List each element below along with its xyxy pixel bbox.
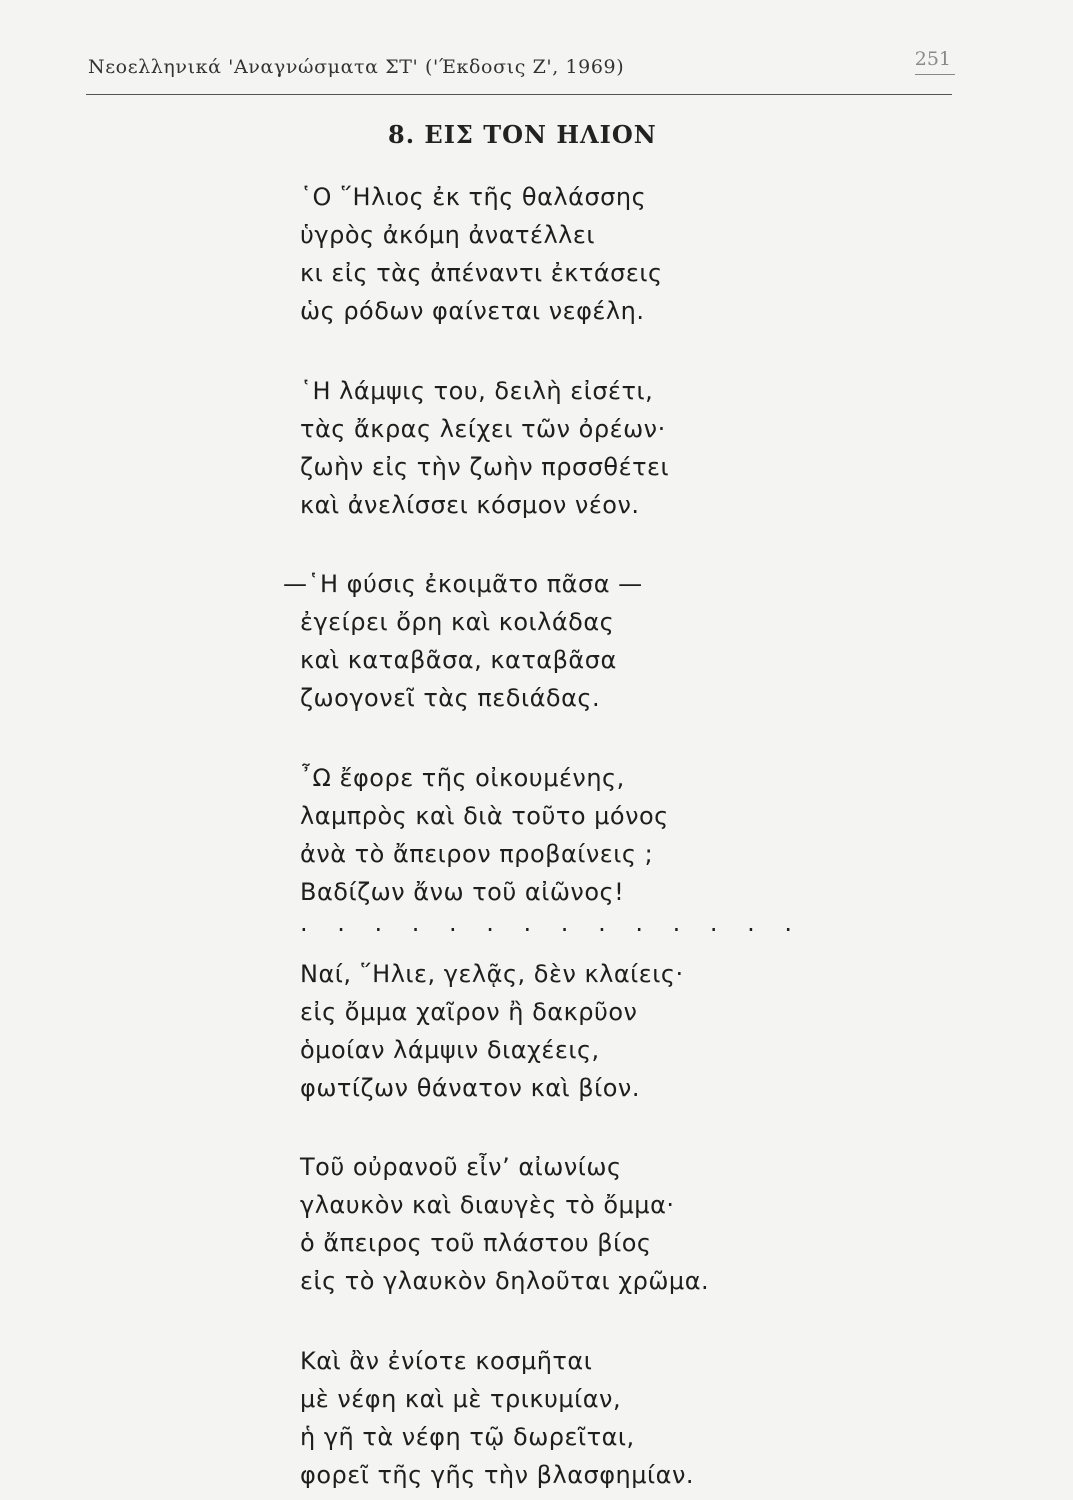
- poem-title: 8. ΕΙΣ ΤΟΝ ΗΛΙΟΝ: [388, 120, 657, 149]
- stanza-3: [283, 565, 860, 717]
- verse-line: εἰς τὸ γλαυκὸν δηλοῦται χρῶμα.: [300, 1267, 710, 1295]
- verse-line: λαμπρὸς καὶ διὰ τοῦτο μόνος: [300, 801, 669, 830]
- verse-line: ὡς ρόδων φαίνεται νεφέλη.: [300, 297, 645, 325]
- verse-line: ὁμοίαν λάμψιν διαχέεις,: [300, 1035, 600, 1064]
- stanza-5: [300, 955, 860, 1107]
- verse-line: Βαδίζων ἄνω τοῦ αἰῶνος!: [300, 877, 625, 906]
- stanza-7: [300, 1342, 860, 1494]
- verse-line: μὲ νέφη καὶ μὲ τρικυμίαν,: [300, 1384, 622, 1413]
- verse-line: —῾Η φύσις ἐκοιμᾶτο πᾶσα —: [283, 570, 643, 598]
- verse-line: καὶ καταβᾶσα, καταβᾶσα: [300, 646, 617, 674]
- ellipsis-row: . . . . . . . . . . . . . .: [300, 908, 803, 937]
- running-head: Νεοελληνικά 'Αναγνώσματα ΣΤ' ('Έκδοσις Ζ', 1969): [88, 56, 625, 78]
- verse-line: Ναί, ῞Ηλιε, γελᾷς, δὲν κλαίεις·: [300, 959, 684, 988]
- header-rule: [86, 94, 952, 95]
- stanza-6: [300, 1148, 860, 1300]
- verse-line: Καὶ ἂν ἐνίοτε κοσμῆται: [300, 1346, 593, 1375]
- stanza-2: [300, 372, 860, 524]
- verse-line: ζωογονεῖ τὰς πεδιάδας.: [300, 684, 601, 712]
- stanza-1: [300, 178, 860, 330]
- page-number-underline: [915, 74, 955, 75]
- verse-line: ἐγείρει ὄρη καὶ κοιλάδας: [300, 608, 615, 636]
- verse-line: γλαυκὸν καὶ διαυγὲς τὸ ὄμμα·: [300, 1191, 675, 1219]
- verse-line: φωτίζων θάνατον καὶ βίον.: [300, 1073, 640, 1102]
- verse-line: τὰς ἄκρας λείχει τῶν ὀρέων·: [300, 414, 666, 443]
- verse-line: ὁ ἄπειρος τοῦ πλάστου βίος: [300, 1229, 652, 1257]
- verse-line: ἀνὰ τὸ ἄπειρον προβαίνεις ;: [300, 839, 654, 868]
- verse-line: ὑγρὸς ἀκόμη ἀνατέλλει: [300, 221, 595, 249]
- page-number: 251: [914, 48, 951, 70]
- verse-line: Τοῦ οὐρανοῦ εἶν’ αἰωνίως: [300, 1153, 622, 1181]
- verse-line: φορεῖ τῆς γῆς τὴν βλασφημίαν.: [300, 1460, 695, 1489]
- verse-line: εἰς ὄμμα χαῖρον ἢ δακρῦον: [300, 997, 638, 1026]
- verse-line: ῏Ω ἔφορε τῆς οἰκουμένης,: [300, 763, 625, 792]
- verse-line: κι εἰς τὰς ἀπέναντι ἐκτάσεις: [300, 259, 663, 287]
- verse-line: ῾Η λάμψις του, δειλὴ εἰσέτι,: [300, 376, 654, 405]
- verse-line: ζωὴν εἰς τὴν ζωὴν πρσσθέτει: [300, 452, 670, 481]
- verse-line: καὶ ἀνελίσσει κόσμον νέον.: [300, 490, 640, 519]
- poem-body: [283, 178, 860, 1494]
- verse-line: ῾Ο ῞Ηλιος ἐκ τῆς θαλάσσης: [300, 183, 647, 211]
- verse-line: ἡ γῆ τὰ νέφη τῷ δωρεῖται,: [300, 1422, 635, 1451]
- stanza-4: [300, 759, 860, 949]
